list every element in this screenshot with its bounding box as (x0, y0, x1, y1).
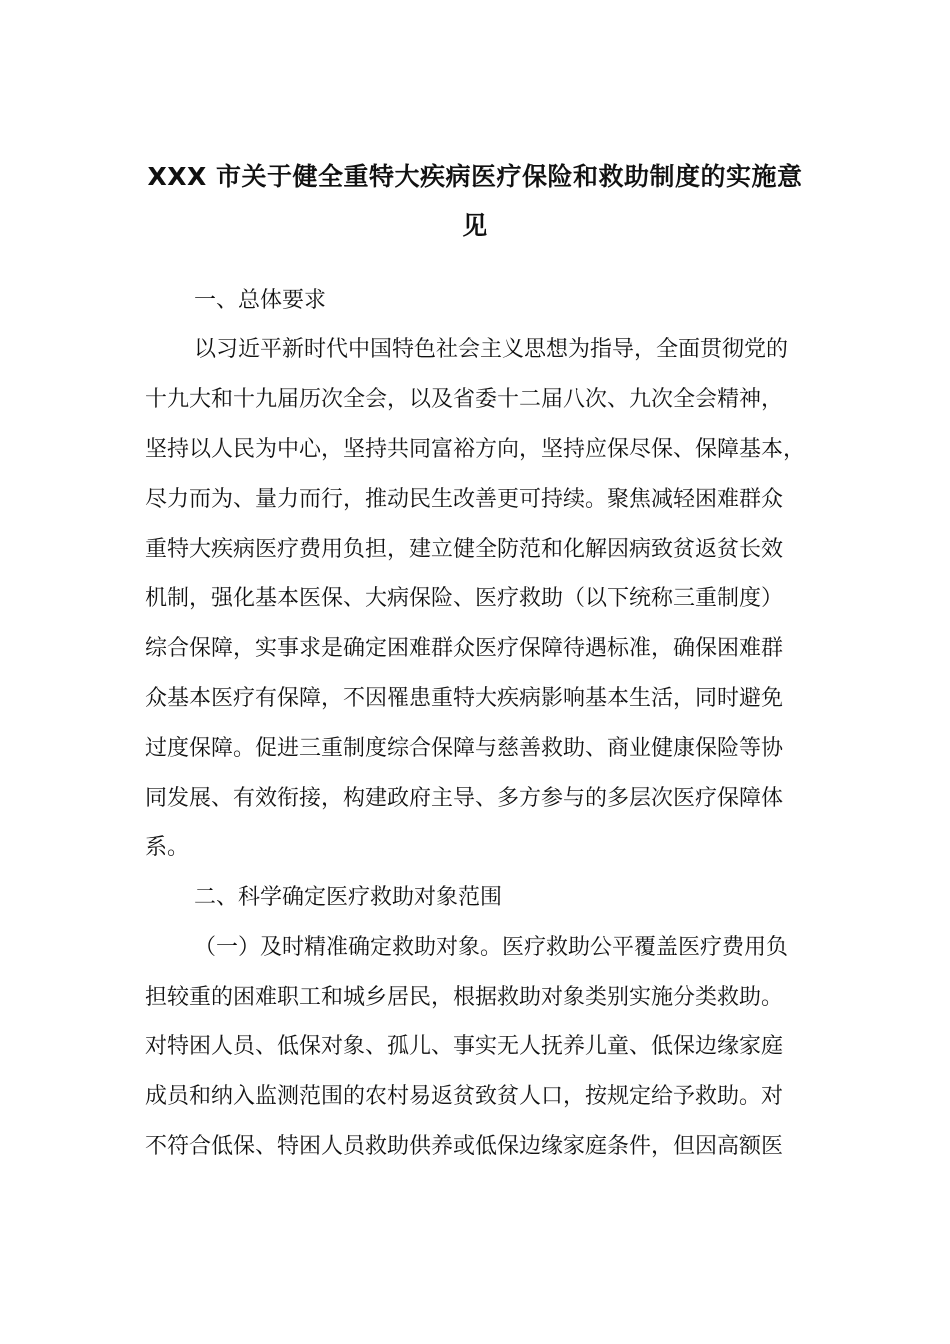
document-title-line-2: 见 (462, 211, 488, 240)
paragraph-line: 不符合低保、特困人员救助供养或低保边缘家庭条件，但因高额医 (145, 1134, 784, 1159)
paragraph-line: 成员和纳入监测范围的农村易返贫致贫人口，按规定给予救助。对 (145, 1084, 784, 1109)
paragraph-line: 尽力而为、量力而行，推动民生改善更可持续。聚焦减轻困难群众 (145, 487, 784, 512)
paragraph-line: 同发展、有效衔接，构建政府主导、多方参与的多层次医疗保障体 (145, 786, 784, 811)
section-heading-assistance-scope: 二、科学确定医疗救助对象范围 (194, 885, 503, 910)
paragraph-line: 担较重的困难职工和城乡居民，根据救助对象类别实施分类救助。 (145, 985, 784, 1010)
paragraph-line: 过度保障。促进三重制度综合保障与慈善救助、商业健康保险等协 (145, 736, 784, 761)
paragraph-line: 对特困人员、低保对象、孤儿、事实无人抚养儿童、低保边缘家庭 (145, 1034, 784, 1059)
paragraph-line: 系。 (145, 835, 190, 860)
paragraph-line: 综合保障，实事求是确定困难群众医疗保障待遇标准，确保困难群 (145, 636, 784, 661)
paragraph-line: 众基本医疗有保障，不因罹患重特大疾病影响基本生活，同时避免 (145, 686, 784, 711)
paragraph-line: 坚持以人民为中心，坚持共同富裕方向，坚持应保尽保、保障基本， (145, 437, 806, 462)
paragraph-line: 十九大和十九届历次全会，以及省委十二届八次、九次全会精神， (145, 387, 784, 412)
section-heading-general-requirements: 一、总体要求 (194, 288, 327, 313)
paragraph-line: （一）及时精准确定救助对象。医疗救助公平覆盖医疗费用负 (194, 935, 789, 960)
paragraph-line: 以习近平新时代中国特色社会主义思想为指导，全面贯彻党的 (194, 337, 789, 362)
paragraph-line: 机制，强化基本医保、大病保险、医疗救助（以下统称三重制度） (145, 586, 784, 611)
document-title-line-1: XXX 市关于健全重特大疾病医疗保险和救助制度的实施意 (147, 162, 803, 191)
paragraph-line: 重特大疾病医疗费用负担，建立健全防范和化解因病致贫返贫长效 (145, 537, 784, 562)
